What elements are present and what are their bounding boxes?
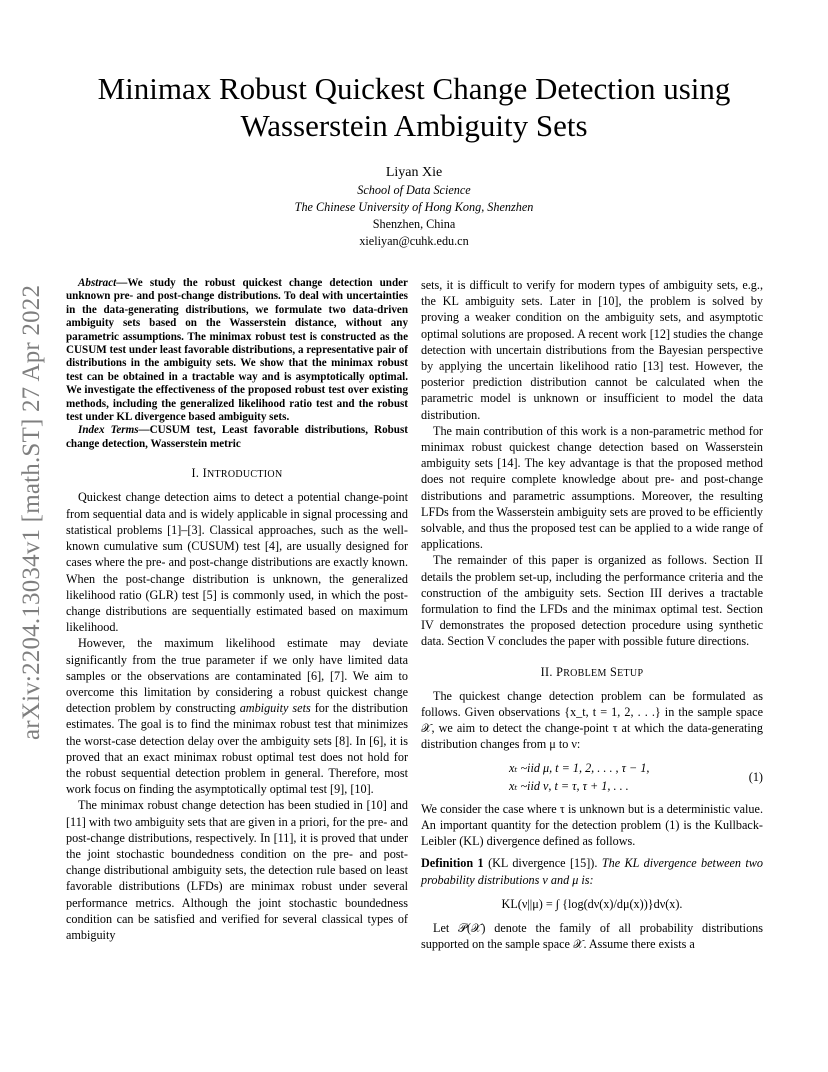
section-heading-introduction: I. INTRODUCTION	[191, 466, 283, 481]
author-email[interactable]: xieliyan@cuhk.edu.cn	[359, 234, 469, 248]
abstract	[66, 277, 408, 424]
affiliation-location: Shenzhen, China	[372, 217, 456, 231]
affiliation-university: The Chinese University of Hong Kong, Shenzhen	[294, 200, 534, 214]
author-block	[160, 164, 668, 250]
intro-paragraph-1: Quickest change detection aims to detect a potential change-point from sequential data and is widely applicable in signal processing and statistical problems [1]–[3]. Classical approaches, such as the well-known cumulative sum (CUSUM) test [4], are usually designed for cases where the pre- and post-change distributions are exactly known. When the post-change distribution is unknown, the generalized likelihood ratio (GLR) test [5] is commonly used, in which the post-change distributions are sequentially estimated based on maximum likelihood.	[66, 490, 408, 635]
intro-paragraph-4: sets, it is difficult to verify for modern types of ambiguity sets, e.g., the KL ambiguity sets. Later in [10], the problem is solved by proving a weaker condition on the ambiguity sets, and asymptotic optimal solutions are proposed. A recent work [12] studies the change detection with uncertain distributions from the Bayesian perspective by applying the uncertain likelihood ratio [13] test. However, the posterior prediction distribution cannot be calculated when the parametric model is unknown or insufficient to model the data distribution.	[421, 278, 763, 422]
equation-number: (1)	[748, 769, 763, 784]
intro-paragraph-5: The main contribution of this work is a non-parametric method for minimax robust quickest change detection based on Wasserstein ambiguity sets [14]. The key advantage is that the proposed method does not require complete knowledge about pre- and post-change distributions and parametric assumptions. Moreover, the resulting LFDs from the Wasserstein ambiguity sets are proved to be efficiently solvable, and thus the proposed test can be applied to a wide range of applications.	[421, 423, 763, 552]
setup-paragraph-1: The quickest change detection problem can be formulated as follows. Given observations {x_t, t = 1, 2, . . .} in the sample space 𝒳, we aim to detect the change-point τ at which the data-generating distribution changes from μ to ν:	[421, 688, 763, 752]
index-terms-label: Index Terms	[78, 424, 139, 437]
equation-1-line-1: xₜ ~iid μ, t = 1, 2, . . . , τ − 1,	[509, 760, 650, 775]
equation-1-line-2: xₜ ~iid ν, t = τ, τ + 1, . . .	[509, 778, 629, 793]
kl-formula: KL(ν||μ) = ∫ {log(dν(x)/dμ(x))}dν(x).	[501, 896, 683, 911]
left-column	[66, 277, 408, 943]
setup-paragraph-3: Let 𝒫(𝒳) denote the family of all probability distributions supported on the sample space 𝒳. Assume there exists a	[421, 920, 763, 952]
intro-paragraph-6: The remainder of this paper is organized as follows. Section II details the problem set-up, including the performance criteria and the construction of the ambiguity sets. Section III derives a tractable formulation to find the LFDs and the minimax optimal test. Section IV demonstrates the proposed detection procedure using synthetic data. Section V concludes the paper with possible future directions.	[421, 553, 763, 649]
equation-1	[421, 759, 763, 795]
paper-title: Minimax Robust Quickest Change Detection using Wasserstein Ambiguity Sets	[97, 71, 731, 143]
definition-1: Definition 1 (KL divergence [15]). The KL divergence between two probability distributions ν and μ is:	[421, 856, 764, 887]
right-column	[421, 277, 763, 952]
index-terms-text: —CUSUM test, Least favorable distributions, Robust change detection, Wasserstein metric	[66, 424, 408, 450]
author-name: Liyan Xie	[385, 165, 443, 180]
abstract-label: Abstract	[78, 277, 117, 289]
setup-paragraph-2: We consider the case where τ is unknown but is a deterministic value. An important quantity for the detection problem (1) is the Kullback-Leibler (KL) divergence defined as follows.	[421, 801, 763, 849]
section-heading-problem-setup: II. PROBLEM SETUP	[540, 664, 644, 679]
intro-paragraph-2: However, the maximum likelihood estimate may deviate significantly from the true parameter if we only have limited data samples or the observations are contaminated [6], [7]. We aim to overcome this limitation by considering a robust quickest change detection problem by constructing ambiguity sets for the distribution estimates. The goal is to find the minimax robust test that minimizes the worst-case detection delay over the ambiguity sets [8]. In [6], it is proved that an exact minimax robust optimal test does not hold for the robust sequential detection problem in general. Therefore, most work focus on finding the asymptotically optimal test [9], [10].	[66, 636, 408, 797]
intro-paragraph-3: The minimax robust change detection has been studied in [10] and [11] with two ambiguity sets that are given in a priori, for the pre- and post-change distributions, respectively. In [11], it is proved that under the joint stochastic boundedness condition on the pre- and post-change distributional ambiguity sets, the detection rule based on least favorable distributions (LFDs) are minimax robust under several performance metrics. Although the joint stochastic boundedness condition can be satisfied and verified for several classical types of ambiguity	[66, 798, 408, 942]
index-terms	[66, 424, 408, 451]
arxiv-identifier: arXiv:2204.13034v1 [math.ST] 27 Apr 2022	[18, 284, 45, 740]
affiliation-school: School of Data Science	[357, 183, 471, 197]
abstract-text: —We study the robust quickest change detection under unknown pre- and post-change distributions. To deal with uncertainties in the data-generating distributions, we formulate two data-driven ambiguity sets based on the Wasserstein distance, without any parametric assumptions. The minimax robust test is constructed as the CUSUM test under least favorable distributions, a representative pair of distributions in the ambiguity sets. We show that the minimax robust test can be obtained in a tractable way and is asymptotically optimal. We investigate the effectiveness of the proposed robust test over existing methods, including the generalized likelihood ratio test and the robust test under KL divergence based ambiguity sets.	[66, 277, 408, 424]
